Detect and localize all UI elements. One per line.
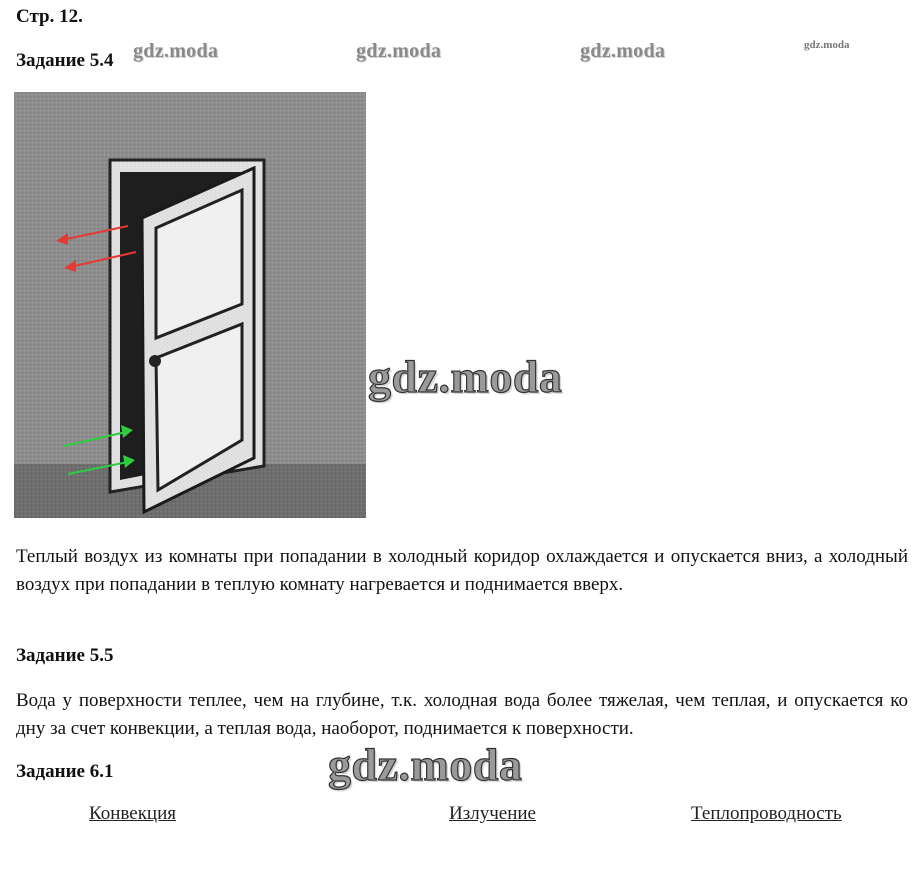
door-handle	[149, 355, 161, 367]
term-convection: Конвекция	[89, 803, 176, 824]
door-illustration	[14, 92, 366, 518]
task-5-5-answer: Вода у поверхности теплее, чем на глубине, т.к. холодная вода более тяжелая, чем теплая, и опускается ко дну за счет конвекции, а теплая вода, наоборот, поднимается к поверхности.	[16, 690, 908, 739]
watermark: gdz.moda	[804, 39, 850, 51]
page-number: Стр. 12.	[16, 6, 83, 27]
watermark-large: gdz.moda	[328, 739, 523, 790]
term-radiation: Излучение	[449, 803, 536, 824]
task-6-1-heading: Задание 6.1	[16, 761, 114, 782]
task-5-4-answer: Теплый воздух из комнаты при попадании в холодный коридор охлаждается и опускается вниз, а холодный воздух при попадании в теплую комнату нагревается и поднимается вверх.	[16, 546, 908, 595]
task-5-4-heading: Задание 5.4	[16, 50, 114, 71]
watermark: gdz.moda	[356, 40, 442, 62]
term-conduction: Теплопроводность	[691, 803, 842, 824]
task-5-5-heading: Задание 5.5	[16, 645, 114, 666]
watermark-large: gdz.moda	[368, 351, 563, 402]
watermark: gdz.moda	[580, 40, 666, 62]
watermark: gdz.moda	[133, 40, 219, 62]
door-figure	[14, 92, 366, 518]
